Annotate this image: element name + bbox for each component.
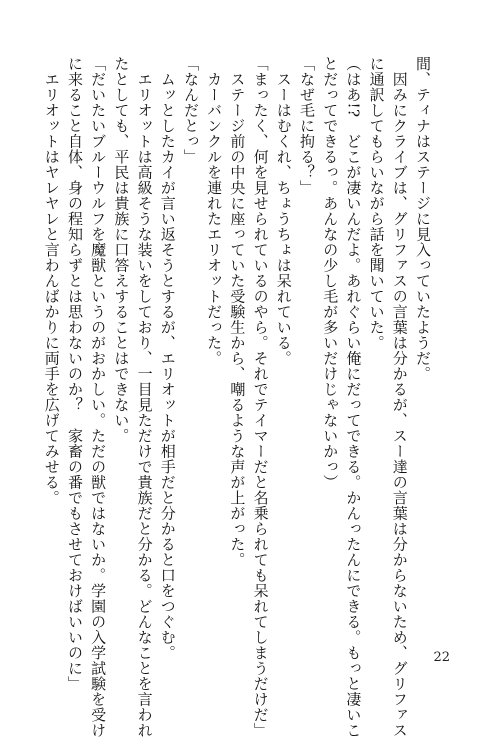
text-line: 「だいたいブルーウルフを魔獣というのがおかしい。ただの獣ではないか。学園の入学試験を受け	[89, 56, 108, 738]
text-line: カーバンクルを連れたエリオットだった。	[205, 56, 224, 366]
text-line: スーはむくれ、ちょうちょは呆れている。	[274, 56, 293, 366]
text-line: 「まったく、何を見せられているのやら。それでテイマーだと名乗られても呆れてしまうだけだ」	[251, 56, 270, 738]
vertical-text-block	[42, 56, 434, 738]
text-line: エリオットは高級そうな装いをしており、一目見ただけで貴族だと分かる。どんなことを言われ	[135, 56, 154, 738]
text-line: ステージ前の中央に座っていた受験生から、嘲るような声が上がった。	[228, 56, 247, 568]
text-line: に来ること自体、身の程知らずとは思わないのか？ 家畜の番でもさせておけばいいのに」	[65, 56, 84, 692]
text-line: 因みにクライブは、グリファスの言葉は分かるが、スー達の言葉は分からないため、グリファス	[390, 56, 409, 738]
text-line: エリオットはヤレヤレと言わんばかりに両手を広げてみせる。	[42, 56, 61, 506]
text-line: 「なんだとっ」	[181, 56, 200, 165]
page-number: 22	[433, 650, 450, 665]
text-line: ムッとしたカイが言い返そうとするが、エリオットが相手だと分かると口をつぐむ。	[158, 56, 177, 661]
text-line: （はあ!? どこが凄いんだよ。あれぐらい俺にだってできる。かんったんにできる。もっと凄いこ	[344, 56, 363, 738]
text-line: に通訳してもらいながら話を聞いていた。	[367, 56, 386, 351]
text-line: とだってできるっ。あんなの少し毛が多いだけじゃないかっ）	[321, 56, 340, 490]
text-line: たとしても、平民は貴族に口答えすることはできない。	[112, 56, 131, 444]
text-line: 「なぜ毛に拘る？」	[297, 56, 316, 196]
text-line: 間、ティナはステージに見入っていたようだ。	[414, 56, 432, 382]
